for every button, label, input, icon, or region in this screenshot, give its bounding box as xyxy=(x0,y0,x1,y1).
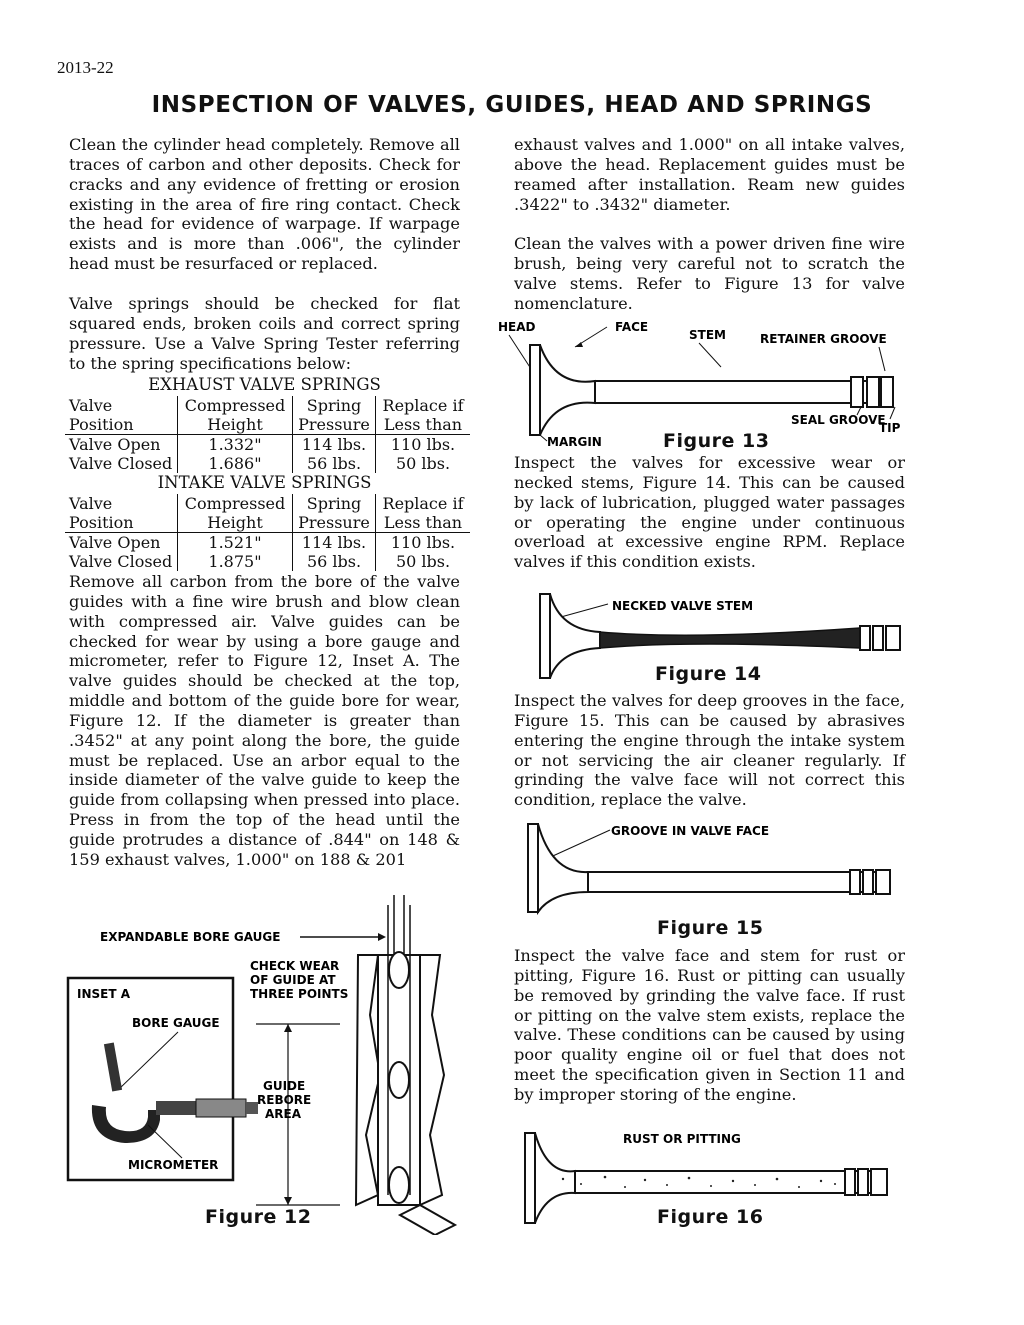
intake-table-heading: INTAKE VALVE SPRINGS xyxy=(157,473,372,492)
table-cell: 1.875" xyxy=(178,552,293,571)
header-cell: Compressed xyxy=(178,396,293,415)
header-cell: Replace if xyxy=(376,396,471,415)
table-row xyxy=(65,552,470,571)
label-guide: GUIDE xyxy=(263,1079,306,1093)
table-header-row xyxy=(65,513,470,533)
figure-16-caption: Figure 16 xyxy=(657,1206,764,1228)
table-row xyxy=(65,435,470,455)
right-paragraph-5: Inspect the valve face and stem for rust or pitting, Figure 16. Rust or pitting can usually be removed by grinding the valve face. If rust or pitting on the valve stem exists, replace the valve. These conditions can be caused by using poor quality engine oil or fuel that does not meet the specification given in Section 11 and by improper storing of the engine. xyxy=(514,946,905,1104)
right-paragraph-2: Clean the valves with a power driven fine wire brush, being very careful not to scratch the valve stems. Refer to Figure 13 for valve nomenclature. xyxy=(514,234,905,313)
label-check-wear-3: THREE POINTS xyxy=(250,987,349,1001)
label-inset-a: INSET A xyxy=(77,987,130,1001)
header-cell: Compressed xyxy=(178,494,293,513)
header-cell: Valve xyxy=(69,494,113,513)
page-number: 2013-22 xyxy=(57,58,114,77)
right-paragraph-4: Inspect the valves for deep grooves in the face, Figure 15. This can be caused by abrasives entering the engine through the intake system or not servicing the air cleaner regularly. If grinding the valve face will not correct this condition, replace the valve. xyxy=(514,691,905,810)
table-cell: Valve Closed xyxy=(69,552,173,571)
left-paragraph-2: Valve springs should be checked for flat squared ends, broken coils and correct spring pressure. Use a Valve Spring Tester referring to the spring specifications below: xyxy=(69,294,460,373)
label-rebore: REBORE xyxy=(257,1093,312,1107)
header-cell: Pressure xyxy=(293,415,376,435)
header-cell: Spring xyxy=(293,396,376,415)
header-cell: Height xyxy=(178,513,293,533)
table-row xyxy=(65,533,470,553)
header-cell: Less than xyxy=(376,513,471,533)
table-cell: 50 lbs. xyxy=(376,454,471,473)
header-cell: Replace if xyxy=(376,494,471,513)
figure-15-caption: Figure 15 xyxy=(657,917,764,939)
table-cell: 110 lbs. xyxy=(376,435,471,455)
table-cell: 1.686" xyxy=(178,454,293,473)
table-cell: 1.332" xyxy=(178,435,293,455)
left-paragraph-1: Clean the cylinder head completely. Remove all traces of carbon and other deposits. Check for cracks and any evidence of fretting or erosion existing in the area of fire ring contact. Check the head for evidence of warpage. If warpage exists and is more than .006", the cylinder head must be resurfaced or replaced. xyxy=(69,135,460,274)
label-groove-in-valve-face: GROOVE IN VALVE FACE xyxy=(611,824,770,838)
table-row xyxy=(65,454,470,473)
figure-12-caption: Figure 12 xyxy=(205,1206,312,1228)
header-cell: Position xyxy=(65,513,178,533)
left-paragraph-3: Remove all carbon from the bore of the valve guides with a fine wire brush and blow clean with compressed air. Valve guides can be checked for wear by using a bore gauge and micrometer, refer to Figure 12, Inset A. The valve guides should be checked at the top, middle and bottom of the guide bore for wear, Figure 12. If the diameter is greater than .3452" at any point along the bore, the guide must be replaced. Use an arbor equal to the inside diameter of the valve guide to keep the guide from collapsing when pressed into place. Press in from the top of the head until the guide protrudes a distance of .844" on 148 & 159 exhaust valves, 1.000" on 188 & 201 xyxy=(69,572,460,869)
right-paragraph-1: exhaust valves and 1.000" on all intake valves, above the head. Replacement guides must be reamed after installation. Ream new guides .3422" to .3432" diameter. xyxy=(514,135,905,214)
table-cell: 1.521" xyxy=(178,533,293,553)
figure-12-diagram xyxy=(60,895,470,1235)
header-cell: Position xyxy=(65,415,178,435)
header-cell: Spring xyxy=(293,494,376,513)
label-retainer-groove: RETAINER GROOVE xyxy=(760,332,887,346)
exhaust-spring-table xyxy=(65,396,470,473)
table-cell: Valve Open xyxy=(69,435,161,454)
table-cell: 50 lbs. xyxy=(376,552,471,571)
figure-14-caption: Figure 14 xyxy=(655,663,762,685)
header-cell: Valve xyxy=(69,396,113,415)
label-necked-valve-stem: NECKED VALVE STEM xyxy=(612,599,754,613)
header-cell: Height xyxy=(178,415,293,435)
intake-spring-table xyxy=(65,494,470,571)
table-cell: Valve Open xyxy=(69,533,161,552)
label-stem: STEM xyxy=(689,328,726,342)
table-cell: Valve Closed xyxy=(69,454,173,473)
figure-15-diagram xyxy=(518,818,908,918)
figure-13-caption: Figure 13 xyxy=(663,430,770,452)
table-header-row xyxy=(65,415,470,435)
header-cell: Less than xyxy=(376,415,471,435)
label-face: FACE xyxy=(615,320,649,334)
exhaust-table-heading: EXHAUST VALVE SPRINGS xyxy=(148,375,381,394)
valve-guide-section xyxy=(356,895,455,1235)
label-check-wear-2: OF GUIDE AT xyxy=(250,973,336,987)
label-margin: MARGIN xyxy=(547,435,602,449)
header-cell: Pressure xyxy=(293,513,376,533)
label-expandable-bore-gauge: EXPANDABLE BORE GAUGE xyxy=(100,930,281,944)
table-header-row xyxy=(65,494,470,513)
table-cell: 114 lbs. xyxy=(293,435,376,455)
label-tip: TIP xyxy=(879,421,901,435)
label-micrometer: MICROMETER xyxy=(128,1158,219,1172)
table-cell: 110 lbs. xyxy=(376,533,471,553)
table-header-row xyxy=(65,396,470,415)
page-title: INSPECTION OF VALVES, GUIDES, HEAD AND SPRINGS xyxy=(151,92,873,118)
table-cell: 114 lbs. xyxy=(293,533,376,553)
label-bore-gauge: BORE GAUGE xyxy=(132,1016,220,1030)
label-check-wear-1: CHECK WEAR xyxy=(250,959,340,973)
label-head: HEAD xyxy=(498,320,536,334)
label-rust-or-pitting: RUST OR PITTING xyxy=(623,1132,741,1146)
label-area: AREA xyxy=(265,1107,302,1121)
right-paragraph-3: Inspect the valves for excessive wear or necked stems, Figure 14. This can be caused by lack of lubrication, plugged water passages or operating the engine under continuous overload at excessive engine RPM. Replace valves if this condition exists. xyxy=(514,453,905,572)
table-cell: 56 lbs. xyxy=(293,454,376,473)
label-seal-groove: SEAL GROOVE xyxy=(791,413,886,427)
table-cell: 56 lbs. xyxy=(293,552,376,571)
